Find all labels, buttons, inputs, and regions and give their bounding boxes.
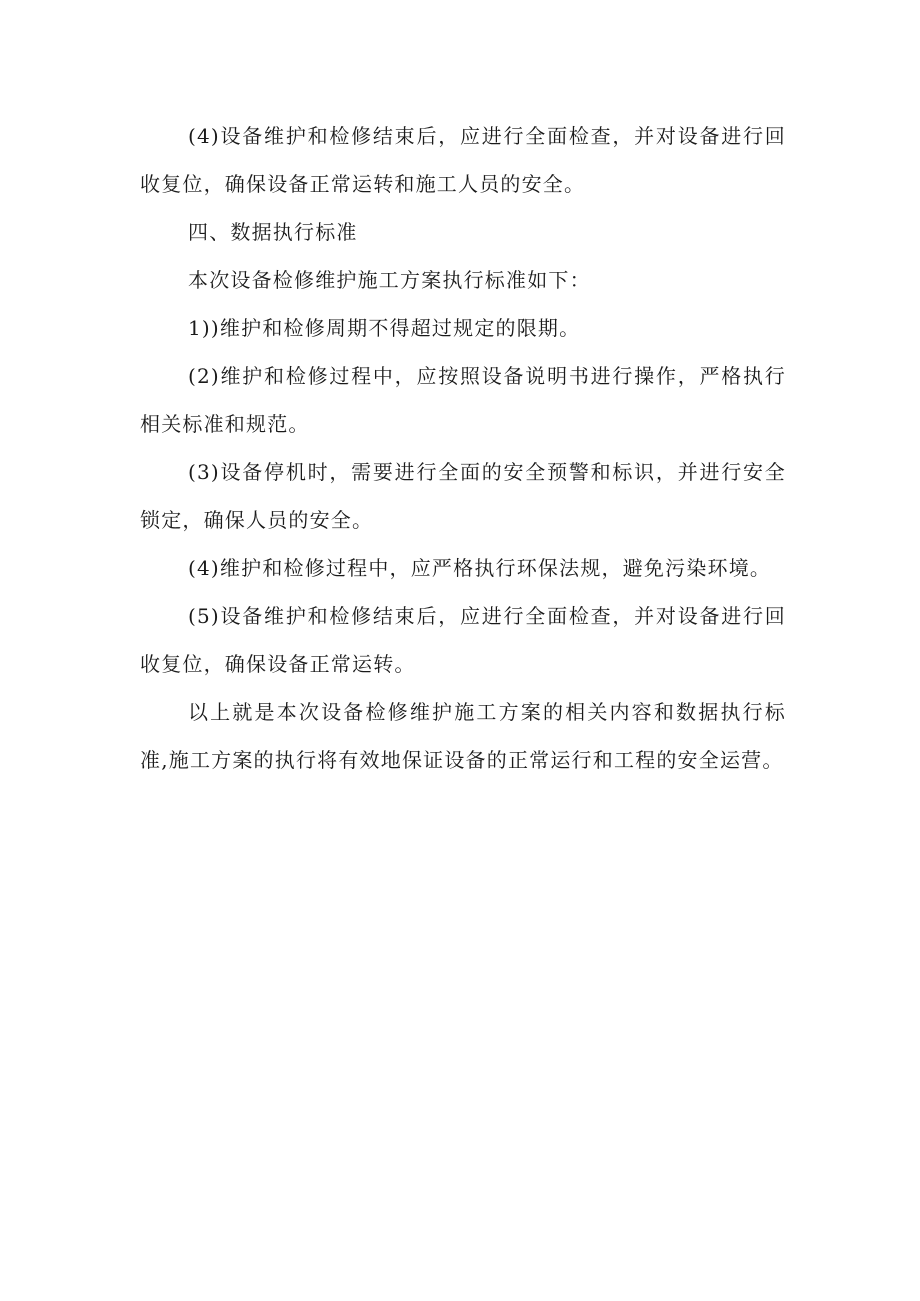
- document-body: [140, 112, 786, 784]
- paragraph-maintenance-check: (4)设备维护和检修结束后，应进行全面检查，并对设备进行回收复位，确保设备正常运转和施工人员的安全。: [140, 124, 786, 196]
- list-item-3: (3)设备停机时，需要进行全面的安全预警和标识，并进行安全锁定，确保人员的安全。: [140, 460, 786, 532]
- list-item-1: 1))维护和检修周期不得超过规定的限期。: [188, 316, 581, 340]
- paragraph-conclusion: 以上就是本次设备检修维护施工方案的相关内容和数据执行标准,施工方案的执行将有效地保证设备的正常运行和工程的安全运营。: [140, 700, 786, 772]
- list-item-2: (2)维护和检修过程中，应按照设备说明书进行操作，严格执行相关标准和规范。: [140, 364, 786, 436]
- list-item-4: (4)维护和检修过程中，应严格执行环保法规，避免污染环境。: [188, 556, 772, 580]
- section-heading-data-standards: 四、数据执行标准: [188, 220, 358, 244]
- list-item-5: (5)设备维护和检修结束后，应进行全面检查，并对设备进行回收复位，确保设备正常运转。: [140, 604, 786, 676]
- paragraph-standards-intro: 本次设备检修维护施工方案执行标准如下：: [188, 268, 591, 292]
